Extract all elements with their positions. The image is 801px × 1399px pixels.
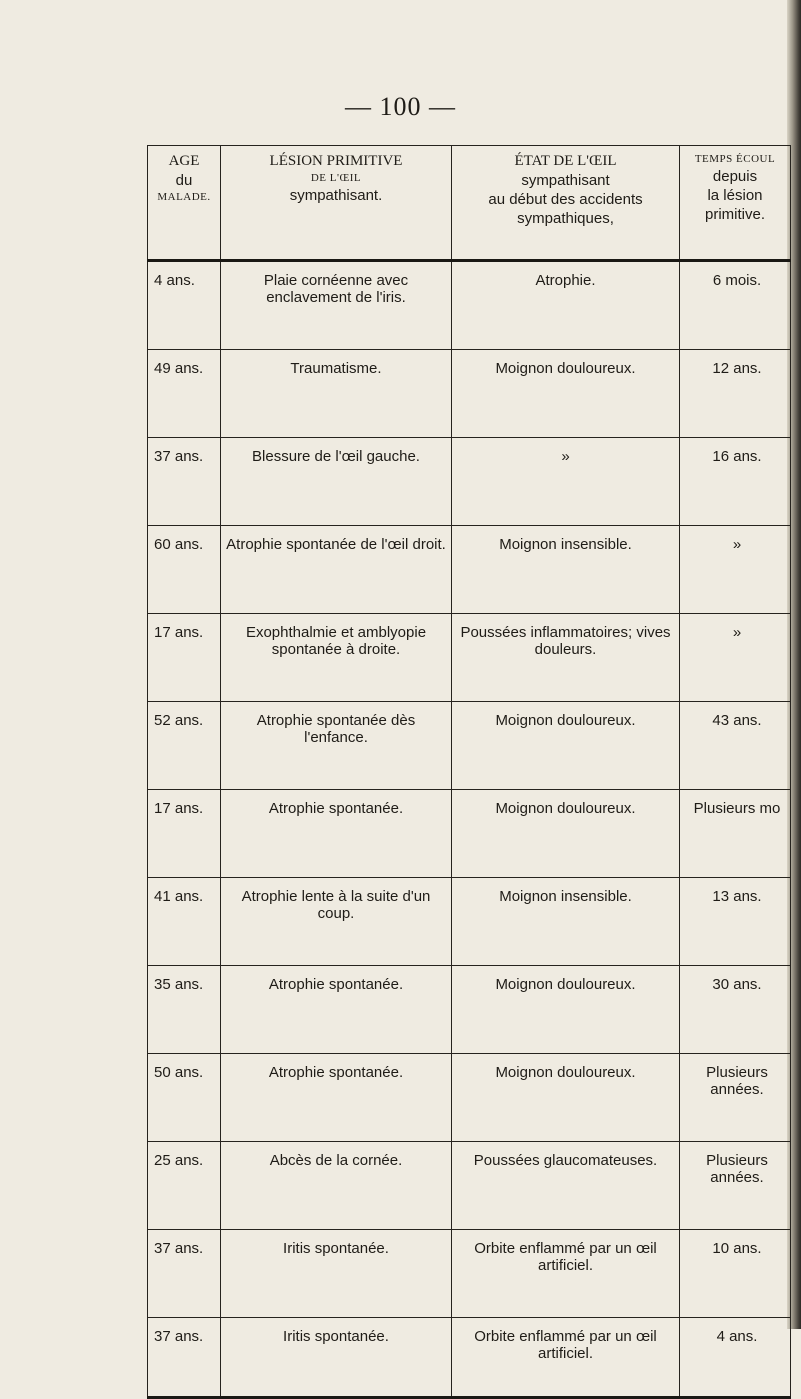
table-row [148,1318,791,1398]
cell-age: 37 ans. [148,1230,221,1318]
cell-etat: Moignon insensible. [452,526,680,614]
cell-lesion: Atrophie spontanée. [221,790,452,878]
header-age-line1: AGE [168,153,200,169]
header-etat-line1: ÉTAT DE L'ŒIL [514,153,617,169]
cell-age: 49 ans. [148,350,221,438]
cell-temps: 43 ans. [680,702,791,790]
header-lesion-line1: LÉSION PRIMITIVE [269,153,403,169]
cell-etat: Poussées glaucomateuses. [452,1142,680,1230]
cell-lesion: Atrophie lente à la suite d'un coup. [221,878,452,966]
case-table [147,145,791,1399]
cell-lesion: Atrophie spontanée. [221,966,452,1054]
cell-age: 37 ans. [148,438,221,526]
cell-etat: Moignon douloureux. [452,350,680,438]
cell-age: 4 ans. [148,261,221,350]
table-row [148,790,791,878]
table-row [148,1054,791,1142]
cell-temps: 4 ans. [680,1318,791,1398]
cell-age: 17 ans. [148,790,221,878]
cell-etat: Moignon douloureux. [452,1054,680,1142]
cell-temps: 6 mois. [680,261,791,350]
header-age-line2: du [175,172,193,189]
cell-etat: Atrophie. [452,261,680,350]
header-age-line3: MALADE. [157,191,211,203]
cell-lesion: Iritis spontanée. [221,1230,452,1318]
table-row [148,702,791,790]
header-lesion-line2: DE L'ŒIL [310,172,362,184]
cell-etat: Orbite enflammé par un œil artificiel. [452,1230,680,1318]
cell-temps: 10 ans. [680,1230,791,1318]
cell-lesion: Plaie cornéenne avec enclavement de l'iris. [221,261,452,350]
header-row [148,146,791,261]
header-etat-line2: sympathisant [521,172,610,189]
cell-etat: Poussées inflammatoires; vives douleurs. [452,614,680,702]
cell-lesion: Atrophie spontanée dès l'enfance. [221,702,452,790]
cell-lesion: Atrophie spontanée. [221,1054,452,1142]
table-row [148,614,791,702]
cell-etat: » [452,438,680,526]
table-row [148,438,791,526]
table-row [148,350,791,438]
cell-temps: 13 ans. [680,878,791,966]
table-row [148,526,791,614]
cell-etat: Moignon douloureux. [452,702,680,790]
cell-temps: Plusieurs années. [680,1142,791,1230]
cell-lesion: Exophthalmie et amblyopie spontanée à droite. [221,614,452,702]
header-age [148,146,221,261]
cell-temps: 30 ans. [680,966,791,1054]
header-lesion [221,146,452,261]
table-row [148,966,791,1054]
table-row [148,878,791,966]
cell-age: 41 ans. [148,878,221,966]
cell-lesion: Traumatisme. [221,350,452,438]
cell-lesion: Iritis spontanée. [221,1318,452,1398]
cell-etat: Orbite enflammé par un œil artificiel. [452,1318,680,1398]
cell-age: 35 ans. [148,966,221,1054]
header-temps [680,146,791,261]
cell-temps: 12 ans. [680,350,791,438]
header-temps-line1: TEMPS ÉCOUL [694,153,776,165]
cell-age: 37 ans. [148,1318,221,1398]
cell-etat: Moignon douloureux. [452,966,680,1054]
cell-temps: » [680,526,791,614]
cell-temps: » [680,614,791,702]
cell-lesion: Abcès de la cornée. [221,1142,452,1230]
cell-age: 60 ans. [148,526,221,614]
table-row [148,261,791,350]
cell-temps: Plusieurs années. [680,1054,791,1142]
table-row [148,1230,791,1318]
header-etat-line3: au début des accidents [488,191,643,208]
header-etat-line4: sympathiques, [517,210,614,227]
header-etat [452,146,680,261]
cell-age: 52 ans. [148,702,221,790]
cell-age: 50 ans. [148,1054,221,1142]
page-number: — 100 — [345,92,456,121]
table-row [148,1142,791,1230]
cell-temps: Plusieurs mo [680,790,791,878]
cell-etat: Moignon douloureux. [452,790,680,878]
cell-etat: Moignon insensible. [452,878,680,966]
header-temps-line2: depuis [712,168,758,185]
cell-temps: 16 ans. [680,438,791,526]
cell-lesion: Blessure de l'œil gauche. [221,438,452,526]
header-temps-line4: primitive. [704,206,765,223]
cell-lesion: Atrophie spontanée de l'œil droit. [221,526,452,614]
header-temps-line3: la lésion [707,187,763,204]
cell-age: 25 ans. [148,1142,221,1230]
header-lesion-line3: sympathisant. [289,187,383,204]
cell-age: 17 ans. [148,614,221,702]
